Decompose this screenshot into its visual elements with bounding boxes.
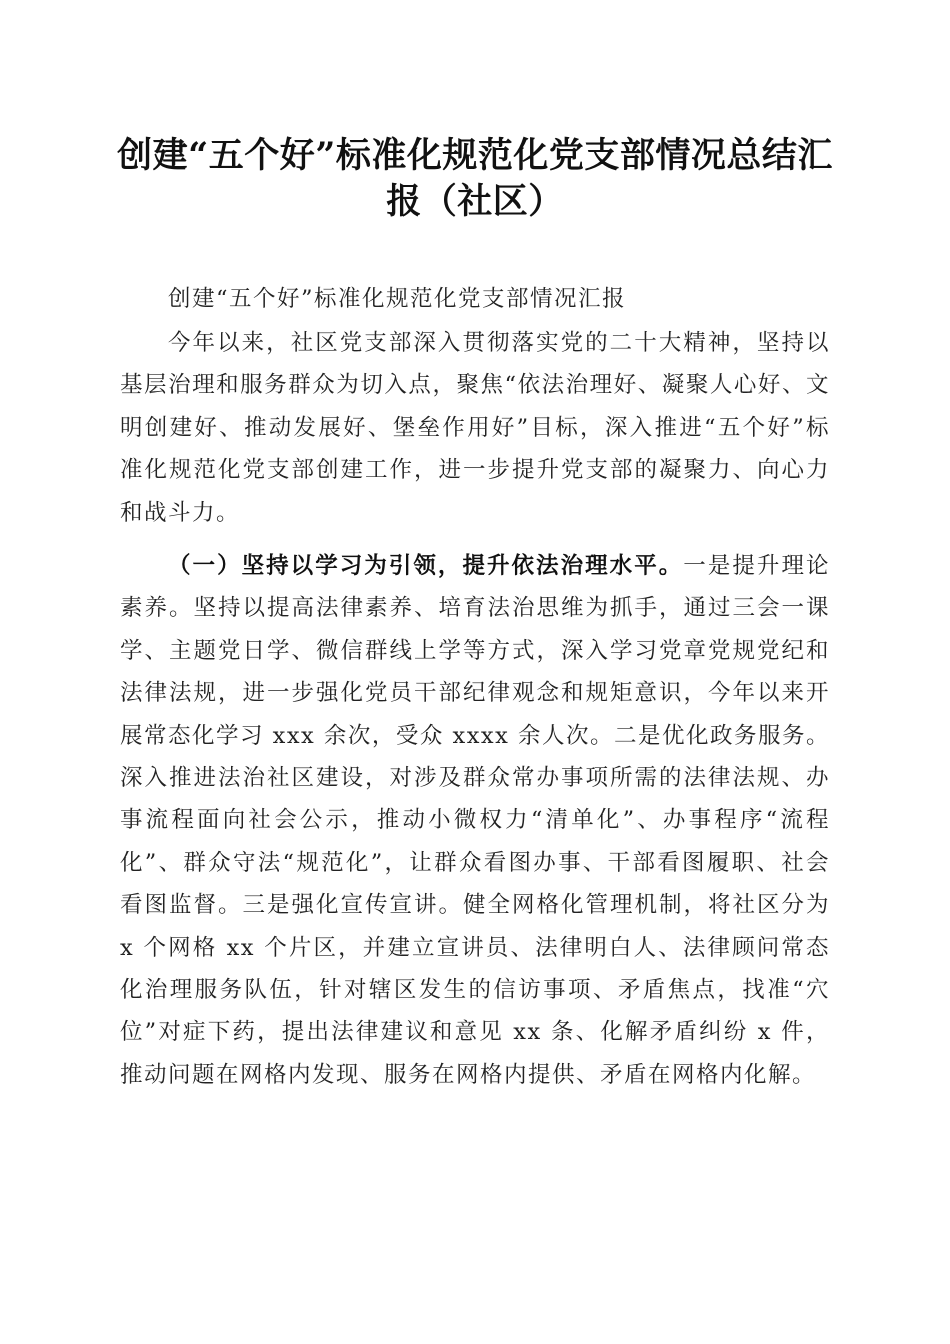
document-subtitle: [120, 278, 830, 320]
section-1-content: [120, 545, 830, 1096]
document-title: 创建“五个好”标准化规范化党支部情况总结汇报（社区）: [117, 135, 833, 222]
subtitle-text: 创建“五个好”标准化规范化党支部情况汇报: [168, 286, 627, 312]
intro-text: 今年以来，社区党支部深入贯彻落实党的二十大精神，坚持以基层治理和服务群众为切入点，聚焦“依法治理好、凝聚人心好、文明创建好、推动发展好、堡垒作用好”目标，深入推进“五个好”标准化规范化党支部创建工作，进一步提升党支部的凝聚力、向心力和战斗力。: [120, 330, 830, 526]
section-1-heading: （一）坚持以学习为引领，提升依法治理水平。: [168, 553, 684, 579]
section-1-body: 一是提升理论素养。坚持以提高法律素养、培育法治思维为抓手，通过三会一课学、主题党日学、微信群线上学等方式，深入学习党章党规党纪和法律法规，进一步强化党员干部纪律观念和规矩意识，今年以来开展常态化学习 xxx 余次，受众 xxxx 余人次。二是优化政务服务。深入推进法治社区建设，对涉及群众常办事项所需的法律法规、办事流程面向社会公示，推动小微权力“清单化”、办事程序“流程化”、群众守法“规范化”，让群众看图办事、干部看图履职、社会看图监督。三是强化宣传宣讲。健全网格化管理机制，将社区分为 x 个网格 xx 个片区，并建立宣讲员、法律明白人、法律顾问常态化治理服务队伍，针对辖区发生的信访事项、矛盾焦点，找准“穴位”对症下药，提出法律建议和意见 xx 条、化解矛盾纠纷 x 件，推动问题在网格内发现、服务在网格内提供、矛盾在网格内化解。: [120, 553, 830, 1088]
section-1-paragraph: [120, 545, 830, 1096]
intro-paragraph: [120, 322, 830, 534]
